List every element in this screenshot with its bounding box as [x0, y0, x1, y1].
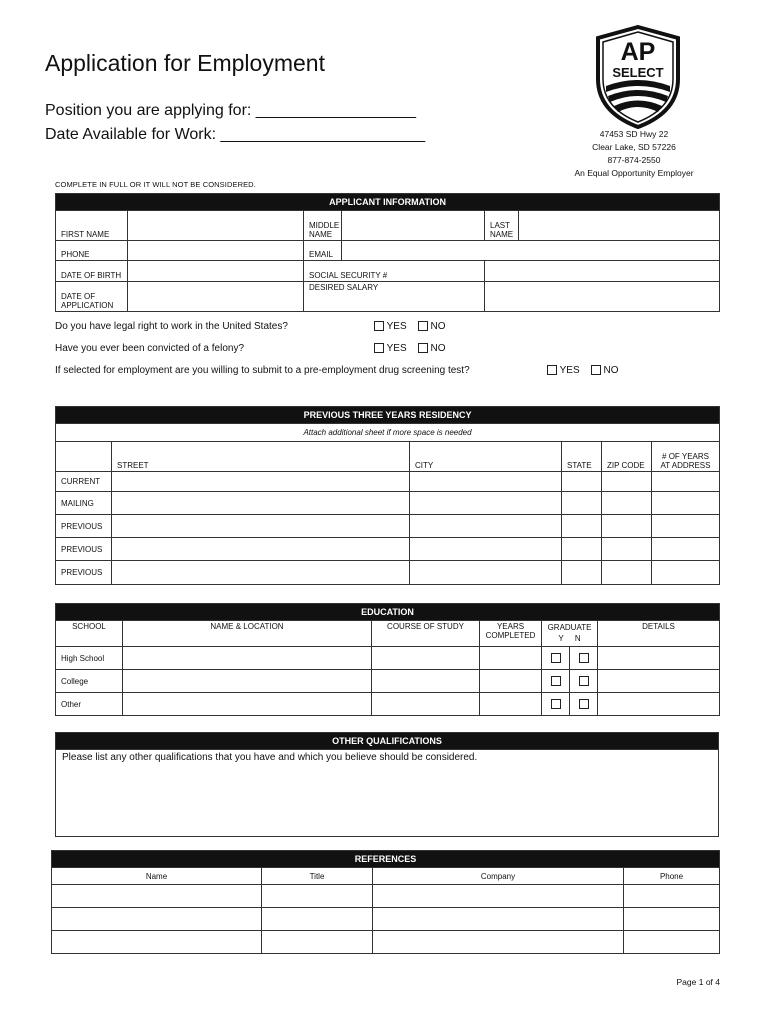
residency-note: Attach additional sheet if more space is needed [56, 424, 720, 442]
other-qualifications-table [55, 732, 719, 837]
edu-graduate-label: GRADUATE [547, 623, 592, 632]
education-header: EDUCATION [56, 604, 720, 621]
ref-company-field[interactable] [373, 885, 624, 908]
zip-field[interactable] [602, 515, 652, 538]
edu-grad-n-cell [570, 670, 598, 693]
zip-field[interactable] [602, 492, 652, 515]
years-field[interactable] [652, 538, 720, 561]
edu-grad-y-cell [542, 670, 570, 693]
residency-row-label: MAILING [56, 492, 112, 515]
edu-details-field[interactable] [598, 670, 720, 693]
company-address [566, 128, 702, 180]
ref-phone-field[interactable] [624, 885, 720, 908]
residency-col-blank [56, 442, 112, 472]
desired-salary-field[interactable] [485, 282, 720, 312]
question-work-rights-options [374, 321, 446, 332]
last-name-label: LAST NAME [485, 211, 519, 241]
ref-title-field[interactable] [262, 885, 373, 908]
complete-notice: COMPLETE IN FULL OR IT WILL NOT BE CONSIDERED. [55, 180, 256, 189]
residency-col-zip: ZIP CODE [602, 442, 652, 472]
no-label: NO [430, 343, 446, 354]
edu-row-label: High School [56, 647, 123, 670]
state-field[interactable] [562, 492, 602, 515]
edu-col-name: NAME & LOCATION [123, 621, 372, 647]
ref-phone-field[interactable] [624, 931, 720, 954]
page-title: Application for Employment [45, 50, 325, 76]
state-field[interactable] [562, 538, 602, 561]
company-phone: 877-874-2550 [607, 155, 661, 165]
no-label: NO [430, 321, 446, 332]
edu-grad-n-cell [570, 693, 598, 716]
ref-col-company: Company [373, 868, 624, 885]
ssn-label: SOCIAL SECURITY # [309, 271, 388, 280]
phone-label: PHONE [56, 241, 128, 261]
graduate-no-checkbox[interactable] [579, 699, 589, 709]
edu-details-field[interactable] [598, 693, 720, 716]
first-name-field[interactable] [128, 211, 304, 241]
yes-label: YES [386, 343, 407, 354]
edu-col-graduate [542, 621, 598, 647]
ref-col-phone: Phone [624, 868, 720, 885]
edu-course-field[interactable] [372, 647, 480, 670]
years-field[interactable] [652, 515, 720, 538]
ref-name-field[interactable] [52, 885, 262, 908]
references-header: REFERENCES [52, 851, 720, 868]
street-field[interactable] [112, 561, 410, 585]
no-label: NO [603, 365, 619, 376]
city-field[interactable] [410, 538, 562, 561]
company-logo [592, 24, 684, 130]
first-name-label: FIRST NAME [56, 211, 128, 241]
residency-col-years: # OF YEARS AT ADDRESS [652, 442, 720, 472]
position-line: Position you are applying for: __________________ [45, 102, 416, 119]
residency-col-city: CITY [410, 442, 562, 472]
state-field[interactable] [562, 472, 602, 492]
zip-field[interactable] [602, 538, 652, 561]
edu-graduate-yn [547, 633, 592, 644]
last-name-field[interactable] [519, 211, 720, 241]
years-field[interactable] [652, 492, 720, 515]
date-of-application-label: DATE OF APPLICATION [56, 282, 128, 312]
edu-years-field[interactable] [480, 670, 542, 693]
edu-course-field[interactable] [372, 670, 480, 693]
edu-name-field[interactable] [123, 670, 372, 693]
address-line-2: Clear Lake, SD 57226 [592, 142, 676, 152]
applicant-info-table [55, 193, 720, 312]
email-field[interactable] [342, 241, 720, 261]
applicant-info-header: APPLICANT INFORMATION [56, 194, 720, 211]
phone-field[interactable] [128, 241, 304, 261]
edu-col-course: COURSE OF STUDY [372, 621, 480, 647]
email-label: EMAIL [304, 241, 342, 261]
ref-col-name: Name [52, 868, 262, 885]
education-table [55, 603, 720, 716]
ref-title-field[interactable] [262, 931, 373, 954]
years-field[interactable] [652, 472, 720, 492]
edu-years-field[interactable] [480, 693, 542, 716]
yes-label: YES [559, 365, 580, 376]
edu-row-label: Other [56, 693, 123, 716]
ref-company-field[interactable] [373, 931, 624, 954]
city-field[interactable] [410, 515, 562, 538]
zip-field[interactable] [602, 472, 652, 492]
edu-course-field[interactable] [372, 693, 480, 716]
edu-col-details: DETAILS [598, 621, 720, 647]
dob-label: DATE OF BIRTH [56, 261, 128, 282]
ref-title-field[interactable] [262, 908, 373, 931]
state-field[interactable] [562, 515, 602, 538]
graduate-yes-checkbox[interactable] [551, 699, 561, 709]
drug-test-yes-checkbox[interactable] [547, 365, 557, 375]
residency-col-street: STREET [112, 442, 410, 472]
residency-table [55, 406, 720, 585]
zip-field[interactable] [602, 561, 652, 585]
references-table [51, 850, 720, 954]
graduate-yes-checkbox[interactable] [551, 653, 561, 663]
ssn-field[interactable] [485, 261, 720, 282]
edu-row-label: College [56, 670, 123, 693]
ref-company-field[interactable] [373, 908, 624, 931]
state-field[interactable] [562, 561, 602, 585]
years-field[interactable] [652, 561, 720, 585]
question-felony-options [374, 343, 446, 354]
desired-salary-cell[interactable] [304, 282, 485, 312]
logo-text-bottom: SELECT [612, 65, 664, 80]
other-qualifications-header: OTHER QUALIFICATIONS [56, 733, 719, 750]
city-field[interactable] [410, 561, 562, 585]
residency-row-label: CURRENT [56, 472, 112, 492]
edu-name-field[interactable] [123, 693, 372, 716]
edu-graduate-n: N [574, 634, 581, 643]
edu-col-years: YEARS COMPLETED [480, 621, 542, 647]
dob-field[interactable] [128, 261, 304, 282]
other-qualifications-prompt: Please list any other qualifications that you have and which you believe should be considered. [62, 752, 478, 763]
edu-grad-y-cell [542, 693, 570, 716]
residency-row-label: PREVIOUS [56, 561, 112, 585]
question-work-rights: Do you have legal right to work in the United States? [55, 321, 288, 332]
date-available-line: Date Available for Work: _______________________ [45, 126, 426, 143]
other-qualifications-field[interactable] [56, 750, 719, 837]
residency-col-state: STATE [562, 442, 602, 472]
street-field[interactable] [112, 538, 410, 561]
city-field[interactable] [410, 492, 562, 515]
edu-years-field[interactable] [480, 647, 542, 670]
graduate-no-checkbox[interactable] [579, 676, 589, 686]
work-rights-no-checkbox[interactable] [418, 321, 428, 331]
ssn-cell[interactable] [304, 261, 485, 282]
edu-name-field[interactable] [123, 647, 372, 670]
edu-grad-n-cell [570, 647, 598, 670]
residency-row-label: PREVIOUS [56, 538, 112, 561]
graduate-yes-checkbox[interactable] [551, 676, 561, 686]
ref-col-title: Title [262, 868, 373, 885]
eoe-statement: An Equal Opportunity Employer [574, 168, 694, 178]
address-line-1: 47453 SD Hwy 22 [599, 129, 669, 139]
yes-label: YES [386, 321, 407, 332]
city-field[interactable] [410, 472, 562, 492]
edu-col-school: SCHOOL [56, 621, 123, 647]
middle-name-label: MIDDLE NAME [304, 211, 342, 241]
residency-row-label: PREVIOUS [56, 515, 112, 538]
logo-text-top: AP [620, 38, 656, 66]
residency-header: PREVIOUS THREE YEARS RESIDENCY [56, 407, 720, 424]
ref-name-field[interactable] [52, 931, 262, 954]
street-field[interactable] [112, 492, 410, 515]
question-drug-test-options [547, 365, 619, 376]
street-field[interactable] [112, 472, 410, 492]
graduate-no-checkbox[interactable] [579, 653, 589, 663]
ref-name-field[interactable] [52, 908, 262, 931]
street-field[interactable] [112, 515, 410, 538]
edu-details-field[interactable] [598, 647, 720, 670]
drug-test-no-checkbox[interactable] [591, 365, 601, 375]
date-of-application-field[interactable] [128, 282, 304, 312]
edu-graduate-y: Y [558, 634, 564, 643]
desired-salary-label: DESIRED SALARY [309, 283, 379, 292]
page-number: Page 1 of 4 [676, 977, 720, 987]
ref-phone-field[interactable] [624, 908, 720, 931]
middle-name-field[interactable] [342, 211, 485, 241]
question-felony: Have you ever been convicted of a felony? [55, 343, 245, 354]
felony-yes-checkbox[interactable] [374, 343, 384, 353]
work-rights-yes-checkbox[interactable] [374, 321, 384, 331]
edu-grad-y-cell [542, 647, 570, 670]
felony-no-checkbox[interactable] [418, 343, 428, 353]
question-drug-test: If selected for employment are you willing to submit to a pre-employment drug screening test? [55, 365, 470, 376]
